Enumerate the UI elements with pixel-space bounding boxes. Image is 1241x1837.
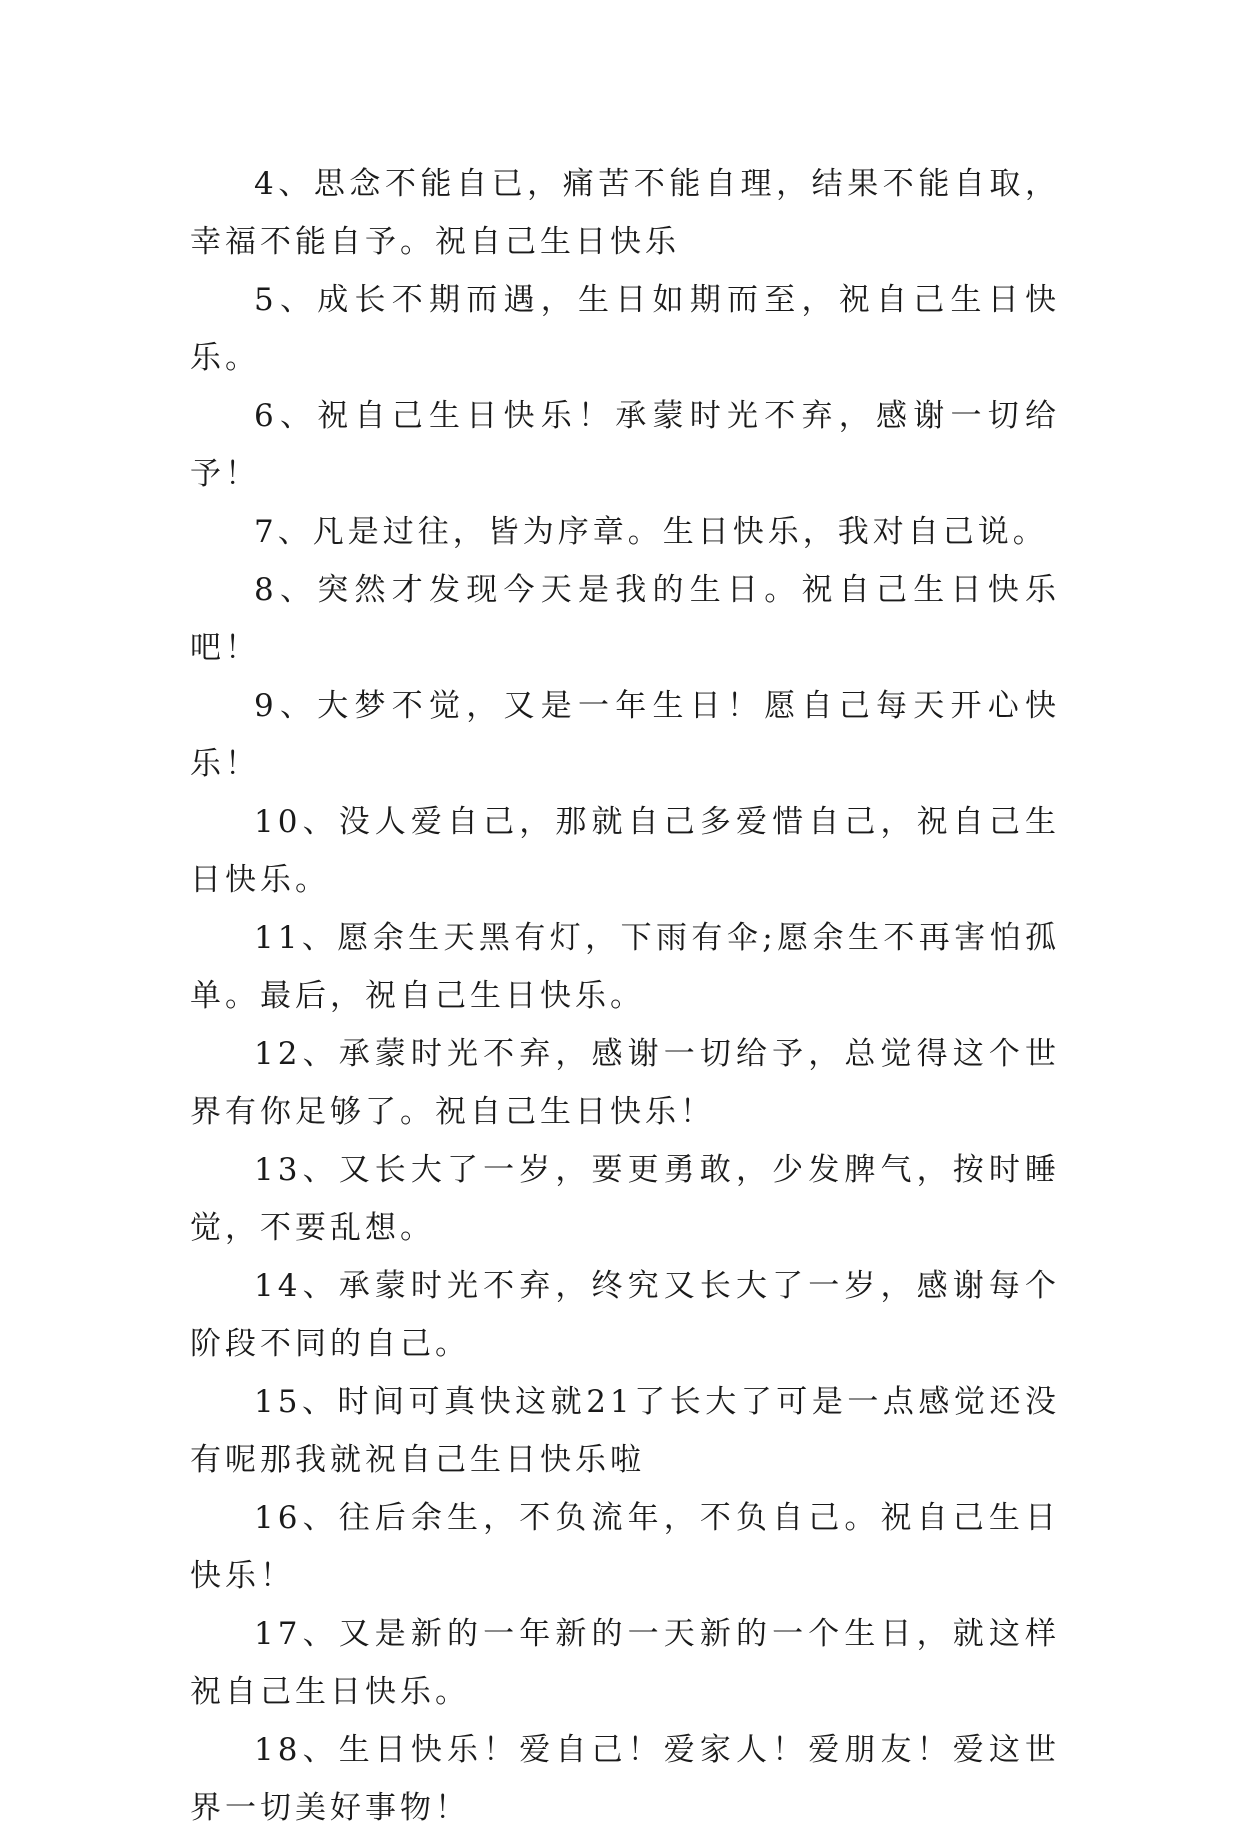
paragraph-5: 5、成长不期而遇，生日如期而至，祝自己生日快乐。 — [190, 282, 1060, 376]
paragraph-12: 12、承蒙时光不弃，感谢一切给予，总觉得这个世界有你足够了。祝自己生日快乐！ — [190, 1036, 1060, 1130]
paragraph-10: 10、没人爱自己，那就自己多爱惜自己，祝自己生日快乐。 — [190, 804, 1060, 898]
paragraph-15: 15、时间可真快这就21了长大了可是一点感觉还没有呢那我就祝自己生日快乐啦 — [190, 1384, 1060, 1478]
paragraph-13: 13、又长大了一岁，要更勇敢，少发脾气，按时睡觉，不要乱想。 — [190, 1152, 1060, 1246]
paragraph-18: 18、生日快乐！爱自己！爱家人！爱朋友！爱这世界一切美好事物！ — [190, 1732, 1060, 1826]
document-body — [190, 155, 1060, 1837]
paragraph-9: 9、大梦不觉，又是一年生日！愿自己每天开心快乐！ — [190, 688, 1060, 782]
paragraph-8: 8、突然才发现今天是我的生日。祝自己生日快乐吧！ — [190, 572, 1060, 666]
paragraph-4: 4、思念不能自已，痛苦不能自理，结果不能自取，幸福不能自予。祝自己生日快乐 — [190, 166, 1060, 260]
paragraph-7: 7、凡是过往，皆为序章。生日快乐，我对自己说。 — [254, 514, 1048, 550]
paragraph-17: 17、又是新的一年新的一天新的一个生日，就这样祝自己生日快乐。 — [190, 1616, 1060, 1710]
paragraph-6: 6、祝自己生日快乐！承蒙时光不弃，感谢一切给予！ — [190, 398, 1060, 492]
paragraph-11: 11、愿余生天黑有灯，下雨有伞;愿余生不再害怕孤单。最后，祝自己生日快乐。 — [190, 920, 1060, 1014]
paragraph-14: 14、承蒙时光不弃，终究又长大了一岁，感谢每个阶段不同的自己。 — [190, 1268, 1060, 1362]
paragraph-16: 16、往后余生，不负流年，不负自己。祝自己生日快乐！ — [190, 1500, 1060, 1594]
